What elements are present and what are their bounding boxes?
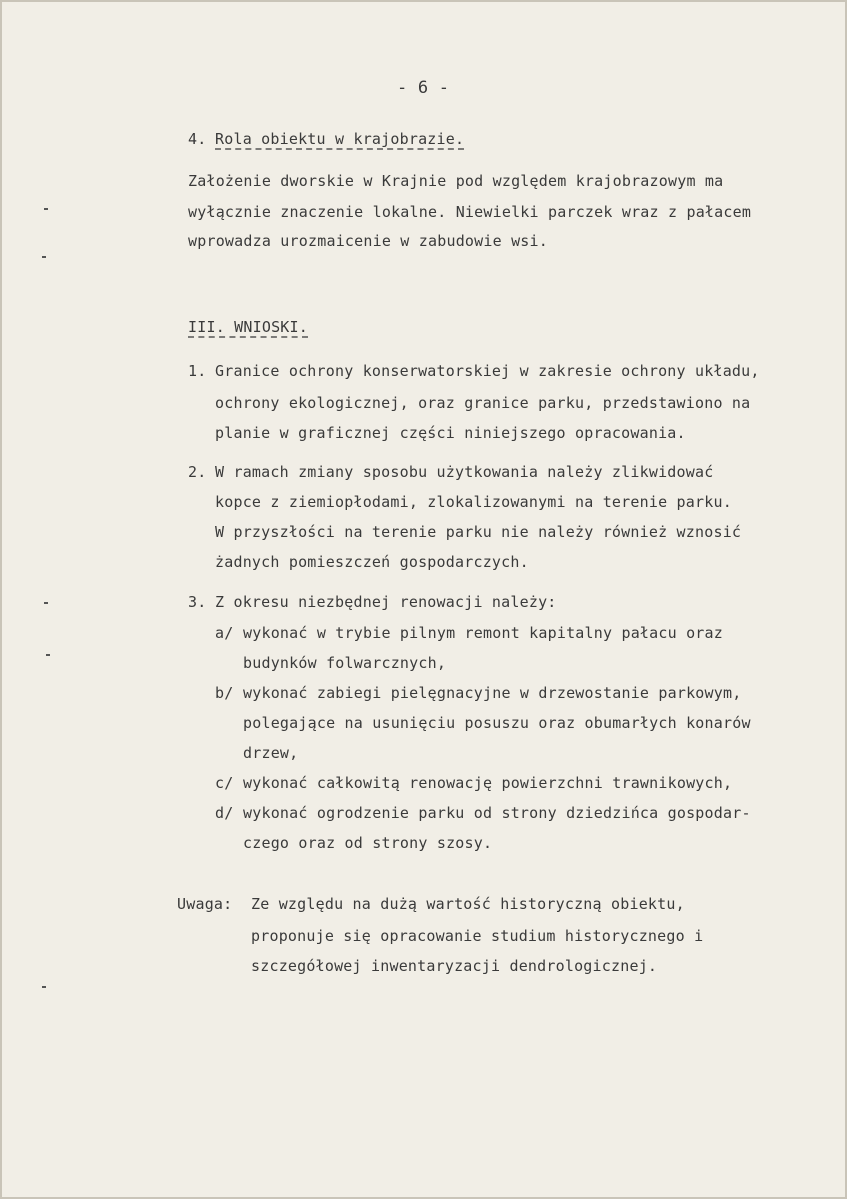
- subitem-line: wykonać zabiegi pielęgnacyjne w drzewostanie parkowym,: [243, 684, 742, 702]
- item-number: 3.: [188, 593, 207, 611]
- subitem-line: drzew,: [243, 744, 299, 762]
- note-line: szczegółowej inwentaryzacji dendrologicznej.: [251, 957, 658, 975]
- paragraph-line: Założenie dworskie w Krajnie pod względem krajobrazowym ma: [188, 172, 724, 190]
- note-line: Ze względu na dużą wartość historyczną obiektu,: [251, 895, 685, 913]
- margin-speck: [44, 602, 48, 604]
- section-heading: Rola obiektu w krajobrazie.: [215, 130, 465, 148]
- item-line: żadnych pomieszczeń gospodarczych.: [215, 553, 529, 571]
- subitem-line: wykonać ogrodzenie parku od strony dziedzińca gospodar-: [243, 804, 751, 822]
- margin-speck: [46, 654, 50, 656]
- subitem-letter: a/: [215, 624, 234, 642]
- subitem-letter: d/: [215, 804, 234, 822]
- conclusions-heading: III. WNIOSKI.: [188, 318, 308, 336]
- item-line: planie w graficznej części niniejszego opracowania.: [215, 424, 686, 442]
- note-label: Uwaga:: [177, 895, 233, 913]
- page-number: - 6 -: [397, 78, 450, 98]
- item-line: Granice ochrony konserwatorskiej w zakresie ochrony układu,: [215, 362, 760, 380]
- item-intro: Z okresu niezbędnej renowacji należy:: [215, 593, 557, 611]
- item-number: 1.: [188, 362, 207, 380]
- margin-speck: [42, 256, 46, 258]
- subitem-letter: c/: [215, 774, 234, 792]
- subitem-letter: b/: [215, 684, 234, 702]
- item-line: W przyszłości na terenie parku nie należy również wznosić: [215, 523, 742, 541]
- section-number: 4.: [188, 130, 207, 148]
- item-line: kopce z ziemiopłodami, zlokalizowanymi na terenie parku.: [215, 493, 732, 511]
- paragraph-line: wprowadza urozmaicenie w zabudowie wsi.: [188, 232, 548, 250]
- margin-speck: [44, 208, 48, 210]
- margin-speck: [42, 986, 46, 988]
- subitem-line: polegające na usunięciu posuszu oraz obumarłych konarów: [243, 714, 751, 732]
- item-number: 2.: [188, 463, 207, 481]
- item-line: ochrony ekologicznej, oraz granice parku, przedstawiono na: [215, 394, 751, 412]
- subitem-line: budynków folwarcznych,: [243, 654, 447, 672]
- item-line: W ramach zmiany sposobu użytkowania należy zlikwidować: [215, 463, 714, 481]
- note-line: proponuje się opracowanie studium historycznego i: [251, 927, 704, 945]
- subitem-line: czego oraz od strony szosy.: [243, 834, 493, 852]
- subitem-line: wykonać całkowitą renowację powierzchni trawnikowych,: [243, 774, 733, 792]
- subitem-line: wykonać w trybie pilnym remont kapitalny pałacu oraz: [243, 624, 723, 642]
- paragraph-line: wyłącznie znaczenie lokalne. Niewielki parczek wraz z pałacem: [188, 203, 752, 221]
